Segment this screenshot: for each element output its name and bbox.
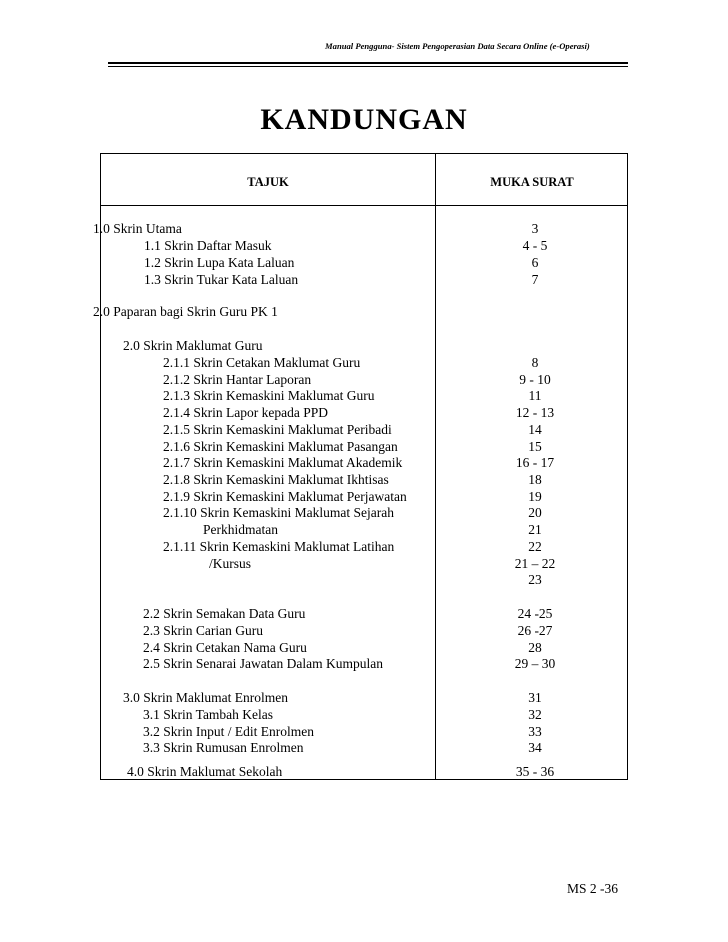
- running-header: Manual Pengguna- Sistem Pengoperasian Data Secara Online (e-Operasi): [325, 41, 590, 51]
- toc-entry: 3.3 Skrin Rumusan Enrolmen: [143, 740, 304, 755]
- toc-entry: 3.2 Skrin Input / Edit Enrolmen: [143, 724, 314, 739]
- toc-entry: 2.5 Skrin Senarai Jawatan Dalam Kumpulan: [143, 656, 383, 671]
- toc-entry: 2.1.11 Skrin Kemaskini Maklumat Latihan: [163, 539, 395, 554]
- header-rule-thin: [108, 66, 628, 67]
- column-divider: [435, 154, 436, 779]
- toc-entry: 2.1.4 Skrin Lapor kepada PPD: [163, 405, 328, 420]
- toc-entry: 4.0 Skrin Maklumat Sekolah: [127, 764, 283, 779]
- toc-entry: 2.1.8 Skrin Kemaskini Maklumat Ikhtisas: [163, 472, 389, 487]
- toc-entry: 2.1.10 Skrin Kemaskini Maklumat Sejarah: [163, 505, 394, 520]
- toc-entry: 2.1.6 Skrin Kemaskini Maklumat Pasangan: [163, 439, 398, 454]
- toc-entry: 2.2 Skrin Semakan Data Guru: [143, 606, 306, 621]
- toc-entry: 1.2 Skrin Lupa Kata Laluan: [144, 255, 295, 270]
- toc-entry: 2.1.3 Skrin Kemaskini Maklumat Guru: [163, 388, 375, 403]
- page-title: KANDUNGAN: [260, 103, 468, 136]
- toc-entry: 2.4 Skrin Cetakan Nama Guru: [143, 640, 307, 655]
- toc-entry: 3.0 Skrin Maklumat Enrolmen: [123, 690, 288, 705]
- toc-entry: 1.0 Skrin Utama: [93, 221, 182, 236]
- footer-page-number: MS 2 -36: [567, 881, 619, 896]
- toc-entry: Perkhidmatan: [203, 522, 278, 537]
- toc-entry: 1.3 Skrin Tukar Kata Laluan: [144, 272, 299, 287]
- toc-entry: 2.1.7 Skrin Kemaskini Maklumat Akademik: [163, 455, 403, 470]
- toc-header-row: [101, 154, 627, 206]
- column-header-tajuk: TAJUK: [247, 175, 289, 189]
- toc-entry: 2.0 Paparan bagi Skrin Guru PK 1: [93, 304, 278, 319]
- toc-entry: 2.3 Skrin Carian Guru: [143, 623, 263, 638]
- toc-table: TAJUK MUKA SURAT 1.0 Skrin Utama 3 1.1 Skrin Daftar Masuk 4 - 5 1.2 Skrin Lupa Kata Laluan 6 1.3 Skrin Tukar Kata Laluan 7 2.0 Paparan bagi Skrin Guru PK 1 2.0 Skrin Maklumat Guru 2.1.1 Skrin Cetakan Maklumat Guru 8 2.1.2 Skrin Hantar Laporan 9 - 10 2.1.3 Skrin Kemaskini Maklumat Guru 11 2.1.4 Skrin Lapor kepada PPD 12 - 13 2.1.5 Skrin Kemaskini Maklumat Peribadi 14 2.1.6 Skrin Kemaskini Maklumat Pasangan 15 2.1.7 Skrin Kemaskini Maklumat Akademik 16 - 17 2.1.8 Skrin Kemaskini Maklumat Ikhtisas 18 2.1.9 Skrin Kemaskini Maklumat Perjawatan 19 2.1.10 Skrin Kemaskini Maklumat Sejarah 20 Perkhidmatan 21 2.1.11 Skrin Kemaskini Maklumat Latihan 22 /Kursus 21 – 22 23 2.2 Skrin Semakan Data Guru 24 -25 2.3 Skrin Carian Guru 26 -27 2.4 Skrin Cetakan Nama Guru 28 2.5 Skrin Senarai Jawatan Dalam Kumpulan 29 – 30 3.0 Skrin Maklumat Enrolmen 31 3.1 Skrin Tambah Kelas 32 3.2 Skrin Input / Edit Enrolmen 33 3.3 Skrin Rumusan Enrolmen 34 4.0 Skrin Maklumat Sekolah 35 - 36: [100, 153, 628, 780]
- toc-entry: 2.1.5 Skrin Kemaskini Maklumat Peribadi: [163, 422, 392, 437]
- toc-entry: 1.1 Skrin Daftar Masuk: [144, 238, 272, 253]
- toc-entry: 2.1.1 Skrin Cetakan Maklumat Guru: [163, 355, 361, 370]
- header-rule-thick: [108, 62, 628, 64]
- toc-entry: /Kursus: [209, 556, 252, 571]
- toc-entry: 2.0 Skrin Maklumat Guru: [123, 338, 263, 353]
- toc-entry: 3.1 Skrin Tambah Kelas: [143, 707, 274, 722]
- column-header-muka-surat: MUKA SURAT: [490, 175, 574, 189]
- toc-entry: 2.1.2 Skrin Hantar Laporan: [163, 372, 312, 387]
- toc-entry: 2.1.9 Skrin Kemaskini Maklumat Perjawatan: [163, 489, 407, 504]
